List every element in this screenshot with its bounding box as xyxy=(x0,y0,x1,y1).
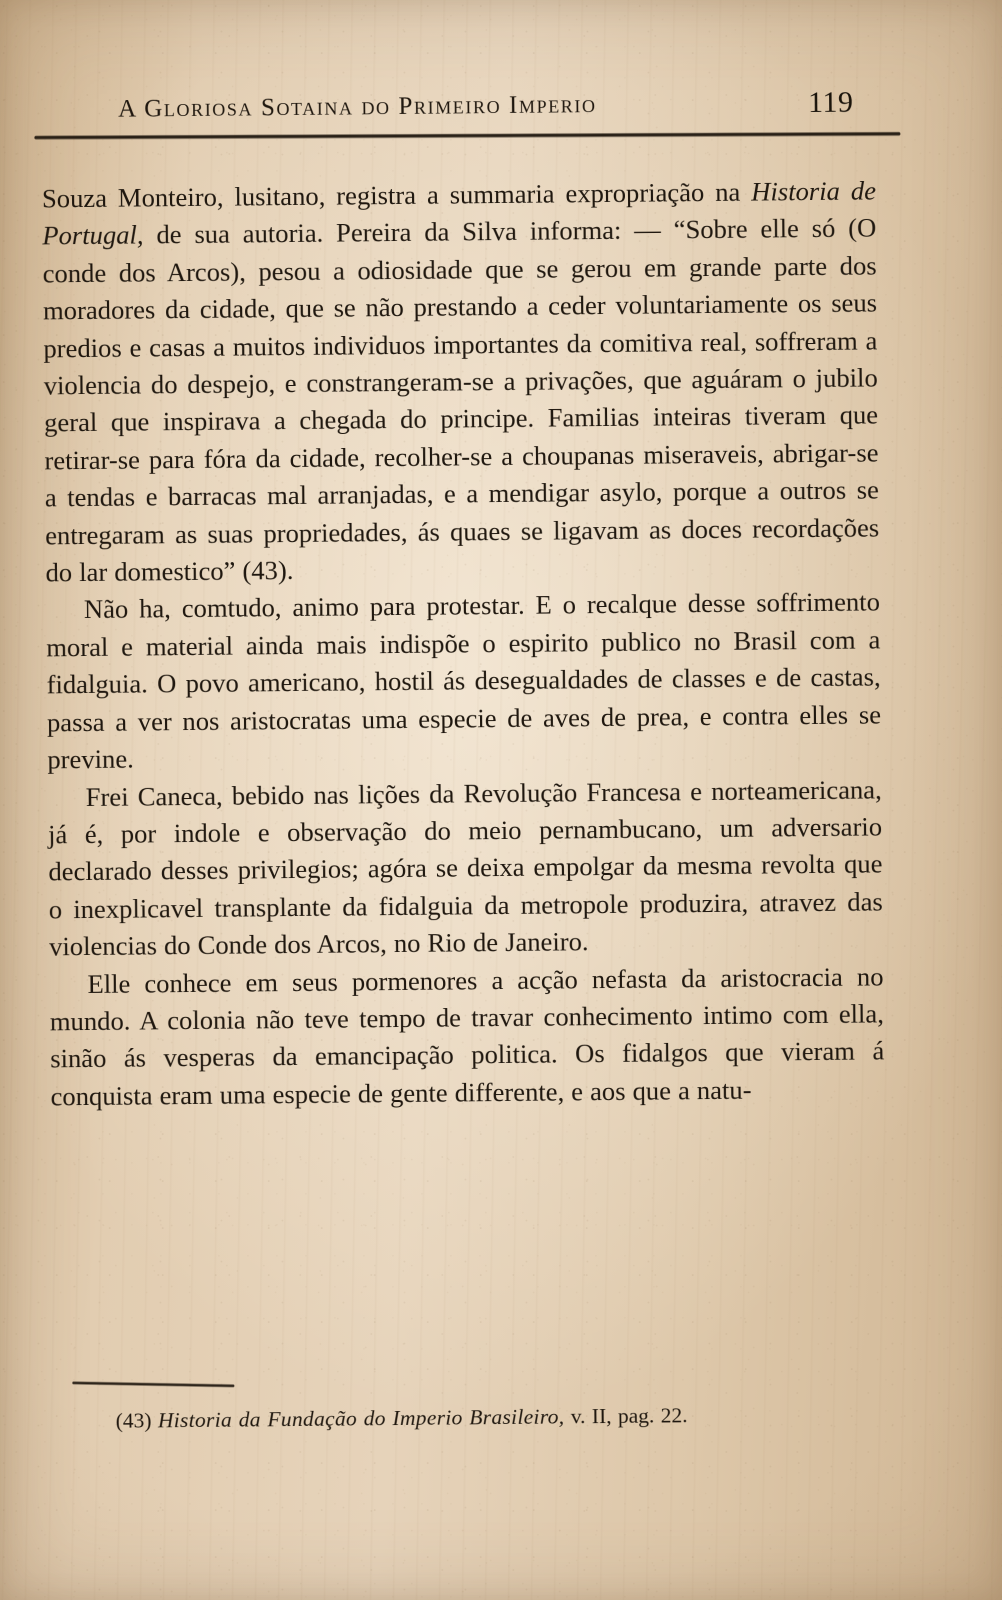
paragraph xyxy=(49,958,884,1116)
footnote-marker: (43) xyxy=(115,1408,152,1433)
paragraph xyxy=(48,771,884,966)
running-head xyxy=(0,87,996,131)
footnote-volume: v. II, xyxy=(570,1403,612,1429)
paragraph xyxy=(42,172,880,591)
body-text xyxy=(42,172,885,1115)
footnote-page-ref: pag. 22. xyxy=(617,1403,688,1428)
italic-run: Historia de Portugal, xyxy=(42,175,877,251)
footnote-rule xyxy=(72,1381,234,1388)
paragraph xyxy=(46,584,882,779)
text-run: Souza Monteiro, lusitano, registra a summaria expropriação na xyxy=(41,176,752,214)
text-run: Elle conhece em seus pormenores a acção nefasta da aristocracia no mundo. A colonia não teve tempo de travar conhecimento intimo com ella, sinão ás vesperas da emancipação politica. Os fidalgos que vieram á conquista eram uma especie de gente differente, e aos que a natu- xyxy=(49,960,885,1112)
page-number: 119 xyxy=(807,85,854,120)
footnote xyxy=(60,1398,916,1437)
text-run: Frei Caneca, bebido nas lições da Revolução Francesa e norteamericana, já é, por indole e observação do meio pernambucano, um adversario declarado desses privilegios; agóra se deixa empolgar da mesma revolta que o inexplicavel transplante da fidalguia da metropole produzira, atravez das violencias do Conde dos Arcos, no Rio de Janeiro. xyxy=(47,773,883,962)
text-run: de sua autoria. Pereira da Silva informa: — “Sobre elle só (O conde dos Arcos), pesou a odiosidade que se gerou em grande parte dos moradores da cidade, que se não prestando a ceder voluntariamente os seus predios e casas a muitos individuos importantes da comitiva real, soffreram a violencia do despejo, e constrangeram-se a privações, que aguáram o jubilo geral que inspirava a chegada do principe. Familias inteiras tiveram que retirar-se para fóra da cidade, recolher-se a choupanas miseraveis, abrigar-se a tendas e barracas mal arranjadas, e a mendigar asylo, porque a outros se entregaram as suas propriedades, ás quaes se ligavam as doces recordações do lar domestico” (43). xyxy=(42,212,880,588)
text-run: Não ha, comtudo, animo para protestar. E o recalque desse soffrimento moral e material ainda mais indispõe o espirito publico no Brasil com a fidalguia. O povo americano, hostil ás desegualdades de classes e de castas, passa a ver nos aristocratas uma especie de aves de prea, e contra elles se previne. xyxy=(46,586,882,775)
running-head-title: A Gloriosa Sotaina do Primeiro Imperio xyxy=(117,91,597,123)
header-rule xyxy=(34,131,900,140)
footnote-title: Historia da Fundação do Imperio Brasileiro, xyxy=(157,1404,565,1433)
